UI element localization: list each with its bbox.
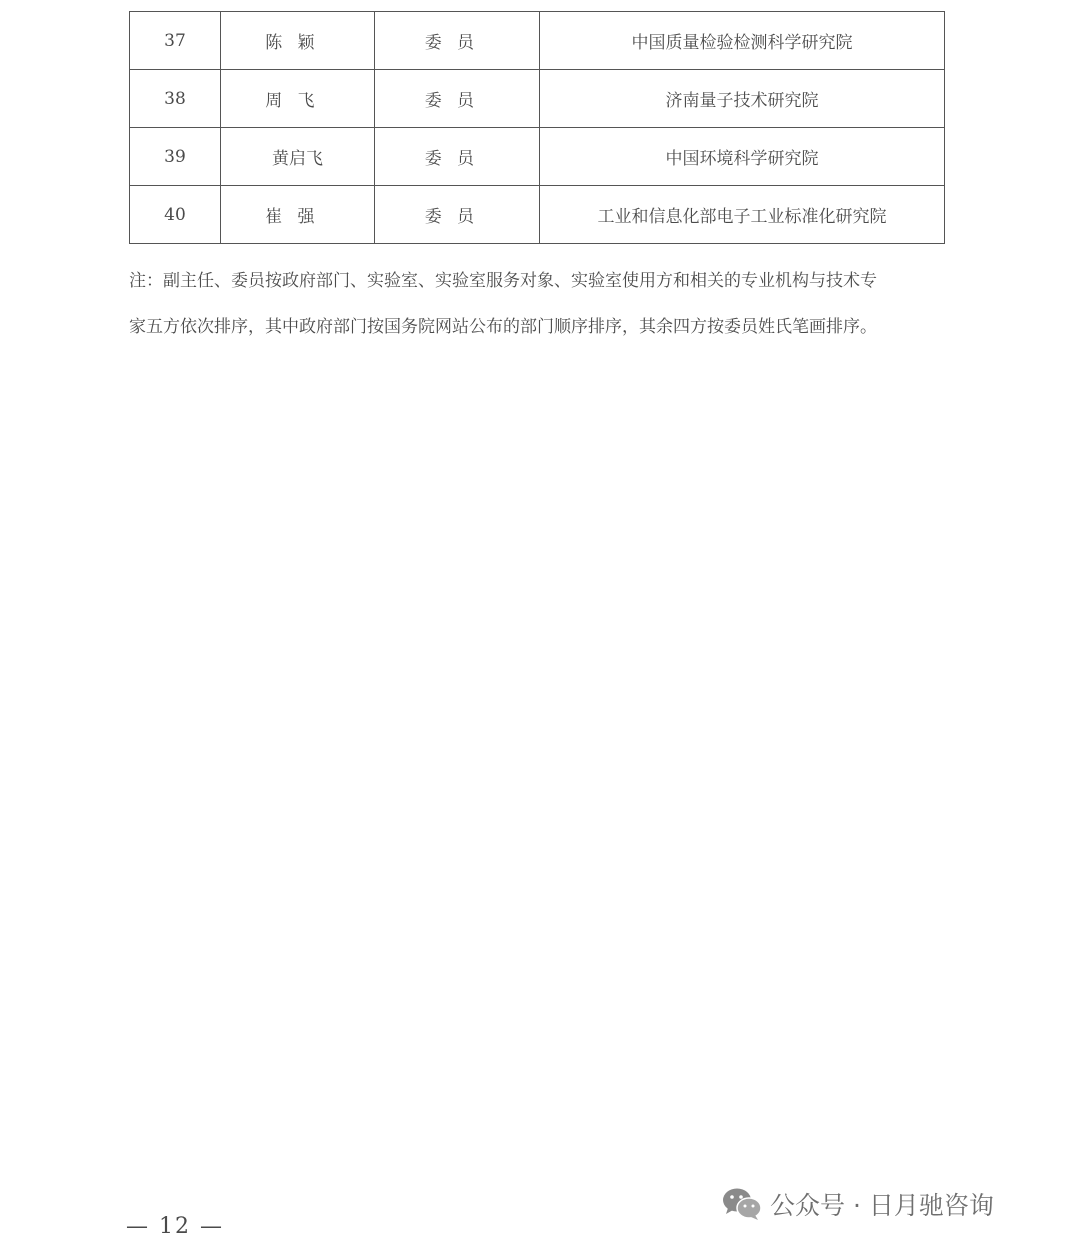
note-line: 注：副主任、委员按政府部门、实验室、实验室服务对象、实验室使用方和相关的专业机构与技术专	[129, 271, 877, 291]
member-organization: 济南量子技术研究院	[540, 70, 945, 128]
row-number: 40	[130, 186, 221, 244]
member-table	[129, 11, 945, 244]
page-number: — 12 —	[126, 1214, 224, 1239]
note-line: 家五方依次排序，其中政府部门按国务院网站公布的部门顺序排序，其余四方按委员姓氏笔画排序。	[129, 317, 877, 337]
member-role: 委员	[375, 186, 540, 244]
table-row	[130, 12, 945, 70]
row-number: 39	[130, 128, 221, 186]
member-name: 陈颖	[221, 12, 375, 70]
wechat-icon	[722, 1187, 762, 1221]
member-role: 委员	[375, 128, 540, 186]
row-number: 38	[130, 70, 221, 128]
member-organization: 中国质量检验检测科学研究院	[540, 12, 945, 70]
table-note	[129, 258, 949, 350]
member-name: 黄启飞	[221, 128, 375, 186]
member-role: 委员	[375, 12, 540, 70]
member-name: 周飞	[221, 70, 375, 128]
member-organization: 中国环境科学研究院	[540, 128, 945, 186]
row-number: 37	[130, 12, 221, 70]
table-row	[130, 186, 945, 244]
member-organization: 工业和信息化部电子工业标准化研究院	[540, 186, 945, 244]
table-row	[130, 128, 945, 186]
member-role: 委员	[375, 70, 540, 128]
table-row	[130, 70, 945, 128]
watermark-text: 公众号 · 日月驰咨询	[770, 1191, 994, 1220]
member-name: 崔强	[221, 186, 375, 244]
account-watermark	[722, 1186, 994, 1222]
